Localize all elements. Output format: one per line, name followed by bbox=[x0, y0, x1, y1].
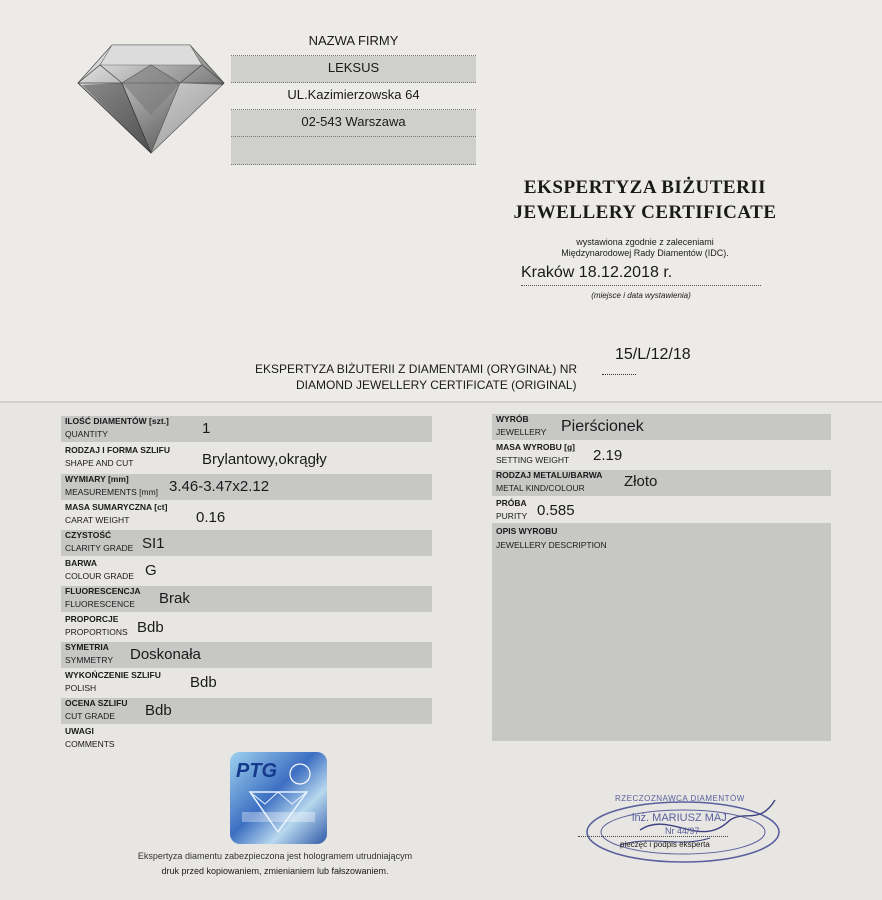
field-fluorescence bbox=[61, 586, 432, 612]
field-label-pl: WYMIARY [mm] bbox=[65, 474, 129, 484]
field-label-en: CLARITY GRADE bbox=[65, 543, 134, 553]
field-proportions bbox=[61, 614, 432, 640]
title-english: JEWELLERY CERTIFICATE bbox=[513, 202, 777, 223]
field-cut-grade bbox=[61, 698, 432, 724]
company-label: NAZWA FIRMY bbox=[231, 29, 476, 56]
field-colour bbox=[61, 558, 432, 584]
field-value: Bdb bbox=[137, 619, 164, 636]
field-label-pl: CZYSTOŚĆ bbox=[65, 530, 112, 540]
field-label-pl: WYRÓB bbox=[496, 414, 529, 424]
certificate-title-polish: EKSPERTYZA BIŻUTERII Z DIAMENTAMI (ORYGINAŁ) NR bbox=[255, 362, 578, 376]
field-purity bbox=[492, 498, 831, 524]
field-label-pl: OPIS WYROBU bbox=[496, 526, 558, 536]
footer-note-2: druk przed kopiowaniem, zmienianiem lub fałszowaniem. bbox=[161, 866, 389, 876]
field-value: 0.16 bbox=[196, 509, 226, 526]
hologram-text: PTG bbox=[236, 760, 278, 782]
field-value: Brylantowy,okrągły bbox=[202, 451, 327, 468]
stamp-name: inż. MARIUSZ MAJ bbox=[632, 812, 727, 824]
signature-label: pieczęć i podpis eksperta bbox=[620, 840, 710, 849]
field-label-pl: RODZAJ I FORMA SZLIFU bbox=[65, 445, 170, 455]
field-label-en: PROPORTIONS bbox=[65, 627, 128, 637]
field-label-en: FLUORESCENCE bbox=[65, 599, 135, 609]
field-setting-weight bbox=[492, 442, 831, 468]
field-label-pl: PROPORCJE bbox=[65, 614, 119, 624]
field-label-pl: WYKOŃCZENIE SZLIFU bbox=[65, 670, 161, 680]
field-label-pl: RODZAJ METALU/BARWA bbox=[496, 470, 603, 480]
jewellery-description-box bbox=[492, 523, 831, 741]
company-street: UL.Kazimierzowska 64 bbox=[231, 83, 476, 110]
company-empty-line bbox=[231, 137, 476, 165]
field-label-pl: OCENA SZLIFU bbox=[65, 698, 128, 708]
place-date: Kraków 18.12.2018 r. bbox=[521, 264, 673, 281]
field-value: 3.46-3.47x2.12 bbox=[169, 478, 270, 495]
field-label-pl: MASA WYROBU [g] bbox=[496, 442, 576, 452]
field-value: Bdb bbox=[145, 702, 172, 719]
field-label-pl: MASA SUMARYCZNA [ct] bbox=[65, 502, 168, 512]
hologram-seal bbox=[230, 752, 327, 844]
field-label-en: POLISH bbox=[65, 683, 97, 693]
field-value: SI1 bbox=[142, 535, 165, 552]
field-label-pl: UWAGI bbox=[65, 726, 94, 736]
field-clarity bbox=[61, 530, 432, 556]
diamond-image bbox=[72, 35, 230, 155]
field-label-en: SYMMETRY bbox=[65, 655, 114, 665]
signature-line bbox=[578, 836, 728, 837]
certificate-title-english: DIAMOND JEWELLERY CERTIFICATE (ORIGINAL) bbox=[296, 378, 577, 392]
company-city: 02-543 Warszawa bbox=[231, 110, 476, 137]
company-box bbox=[231, 29, 476, 165]
field-symmetry bbox=[61, 642, 432, 668]
field-label-en: JEWELLERY bbox=[496, 427, 547, 437]
field-polish bbox=[61, 670, 432, 696]
field-label-en: JEWELLERY DESCRIPTION bbox=[496, 540, 607, 550]
field-value: 2.19 bbox=[593, 447, 623, 464]
stamp-number: Nr 44/97 bbox=[665, 826, 700, 836]
field-label-en: QUANTITY bbox=[65, 429, 108, 439]
field-label-pl: ILOŚĆ DIAMENTÓW [szt.] bbox=[65, 416, 169, 426]
title-polish: EKSPERTYZA BIŻUTERII bbox=[523, 177, 767, 198]
company-name: LEKSUS bbox=[231, 56, 476, 83]
field-value: 0.585 bbox=[537, 502, 575, 519]
field-label-en: COLOUR GRADE bbox=[65, 571, 134, 581]
field-label-en: SETTING WEIGHT bbox=[496, 455, 570, 465]
field-label-pl: FLUORESCENCJA bbox=[65, 586, 141, 596]
field-value: 1 bbox=[202, 420, 211, 437]
field-label-pl: BARWA bbox=[65, 558, 97, 568]
field-value: Doskonała bbox=[130, 646, 201, 663]
field-label-en: METAL KIND/COLOUR bbox=[496, 483, 585, 493]
field-value: Bdb bbox=[190, 674, 217, 691]
field-label-pl: PRÓBA bbox=[496, 498, 527, 508]
field-value: Pierścionek bbox=[561, 418, 644, 435]
certificate-number: 15/L/12/18 bbox=[615, 346, 691, 363]
field-label-en: PURITY bbox=[496, 511, 528, 521]
field-label-en: COMMENTS bbox=[65, 739, 115, 749]
field-label-pl: SYMETRIA bbox=[65, 642, 109, 652]
issued-note-1: wystawiona zgodnie z zaleceniami bbox=[576, 237, 714, 247]
footer-note-1: Ekspertyza diamentu zabezpieczona jest hologramem utrudniającym bbox=[137, 851, 413, 861]
field-label-en: CUT GRADE bbox=[65, 711, 115, 721]
field-label-en: MEASUREMENTS [mm] bbox=[65, 487, 159, 497]
field-comments bbox=[61, 726, 432, 752]
field-carat-weight bbox=[61, 502, 432, 528]
field-metal bbox=[492, 470, 831, 496]
issued-note-2: Międzynarodowej Rady Diamentów (IDC). bbox=[561, 248, 729, 258]
field-quantity bbox=[61, 416, 432, 442]
field-shape-and-cut bbox=[61, 445, 432, 471]
field-jewellery bbox=[492, 414, 831, 440]
field-value: G bbox=[145, 562, 157, 579]
place-date-label: (miejsce i data wystawienia) bbox=[591, 291, 691, 300]
field-label-en: SHAPE AND CUT bbox=[65, 458, 134, 468]
place-date-line bbox=[521, 285, 761, 286]
certificate-number-line bbox=[602, 374, 636, 375]
stamp-arc-text: RZECZOZNAWCA DIAMENTÓW bbox=[615, 794, 745, 803]
field-measurements bbox=[61, 474, 432, 500]
field-label-en: CARAT WEIGHT bbox=[65, 515, 130, 525]
field-value: Brak bbox=[159, 590, 190, 607]
field-value: Złoto bbox=[624, 473, 658, 490]
